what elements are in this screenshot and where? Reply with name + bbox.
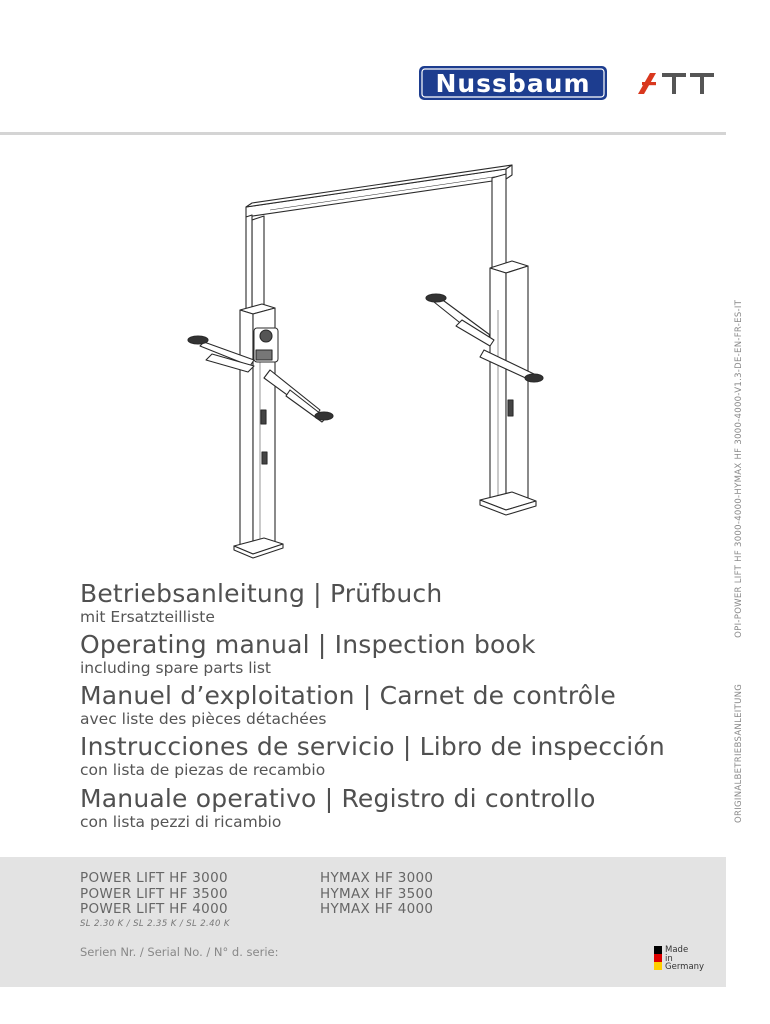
sl-codes: SL 2.30 K / SL 2.35 K / SL 2.40 K [80,919,230,929]
model-item: HYMAX HF 3500 [320,885,434,902]
made-in-line: in [665,953,673,964]
title-main-es: Instrucciones de servicio | Libro de inspección [80,732,665,761]
made-in-text [665,946,704,972]
title-main-de: Betriebsanleitung | Prüfbuch [80,579,443,608]
two-post-lift-illustration [150,160,570,570]
model-item: POWER LIFT HF 4000 [80,901,228,917]
title-block-it [80,785,596,831]
model-item: POWER LIFT HF 3500 [80,885,228,902]
title-block-fr [80,682,616,728]
title-sub-en: including spare parts list [80,659,271,677]
model-list-power-lift [80,871,228,918]
title-main-it: Manuale operativo | Registro di controllo [80,784,596,813]
side-text-original: ORIGINALBETRIEBSANLEITUNG [734,683,744,823]
made-in-germany-badge [654,946,704,972]
att-logo [636,70,722,96]
vertical-document-code [734,300,744,823]
model-item: HYMAX HF 3000 [320,870,434,886]
footer-band [0,857,726,987]
title-main-en: Operating manual | Inspection book [80,630,536,659]
side-text-doc-id: OPI-POWER LIFT HF 3000-4000-HYMAX HF 3000-4000-V1.3-DE-EN-FR-ES-IT [734,299,744,638]
serial-number-label: Serien Nr. / Serial No. / N° d. serie: [80,945,279,959]
germany-flag-icon [654,946,662,970]
nussbaum-logo [418,64,608,102]
model-item: HYMAX HF 4000 [320,901,434,917]
title-block-en [80,631,536,677]
model-item: POWER LIFT HF 3000 [80,870,228,886]
header-divider [0,132,726,135]
title-block-de [80,580,442,626]
title-main-fr: Manuel d’exploitation | Carnet de contrôle [80,681,617,710]
model-list-hymax [320,871,433,918]
title-block-es [80,733,665,779]
title-sub-fr: avec liste des pièces détachées [80,710,327,728]
nussbaum-logo-text: Nussbaum [435,69,591,98]
title-sub-it: con lista pezzi di ricambio [80,813,282,831]
made-in-line: Made [665,945,689,955]
title-sub-de: mit Ersatzteilliste [80,608,215,626]
title-sub-es: con lista de piezas de recambio [80,761,326,779]
made-in-line: Germany [665,962,705,972]
